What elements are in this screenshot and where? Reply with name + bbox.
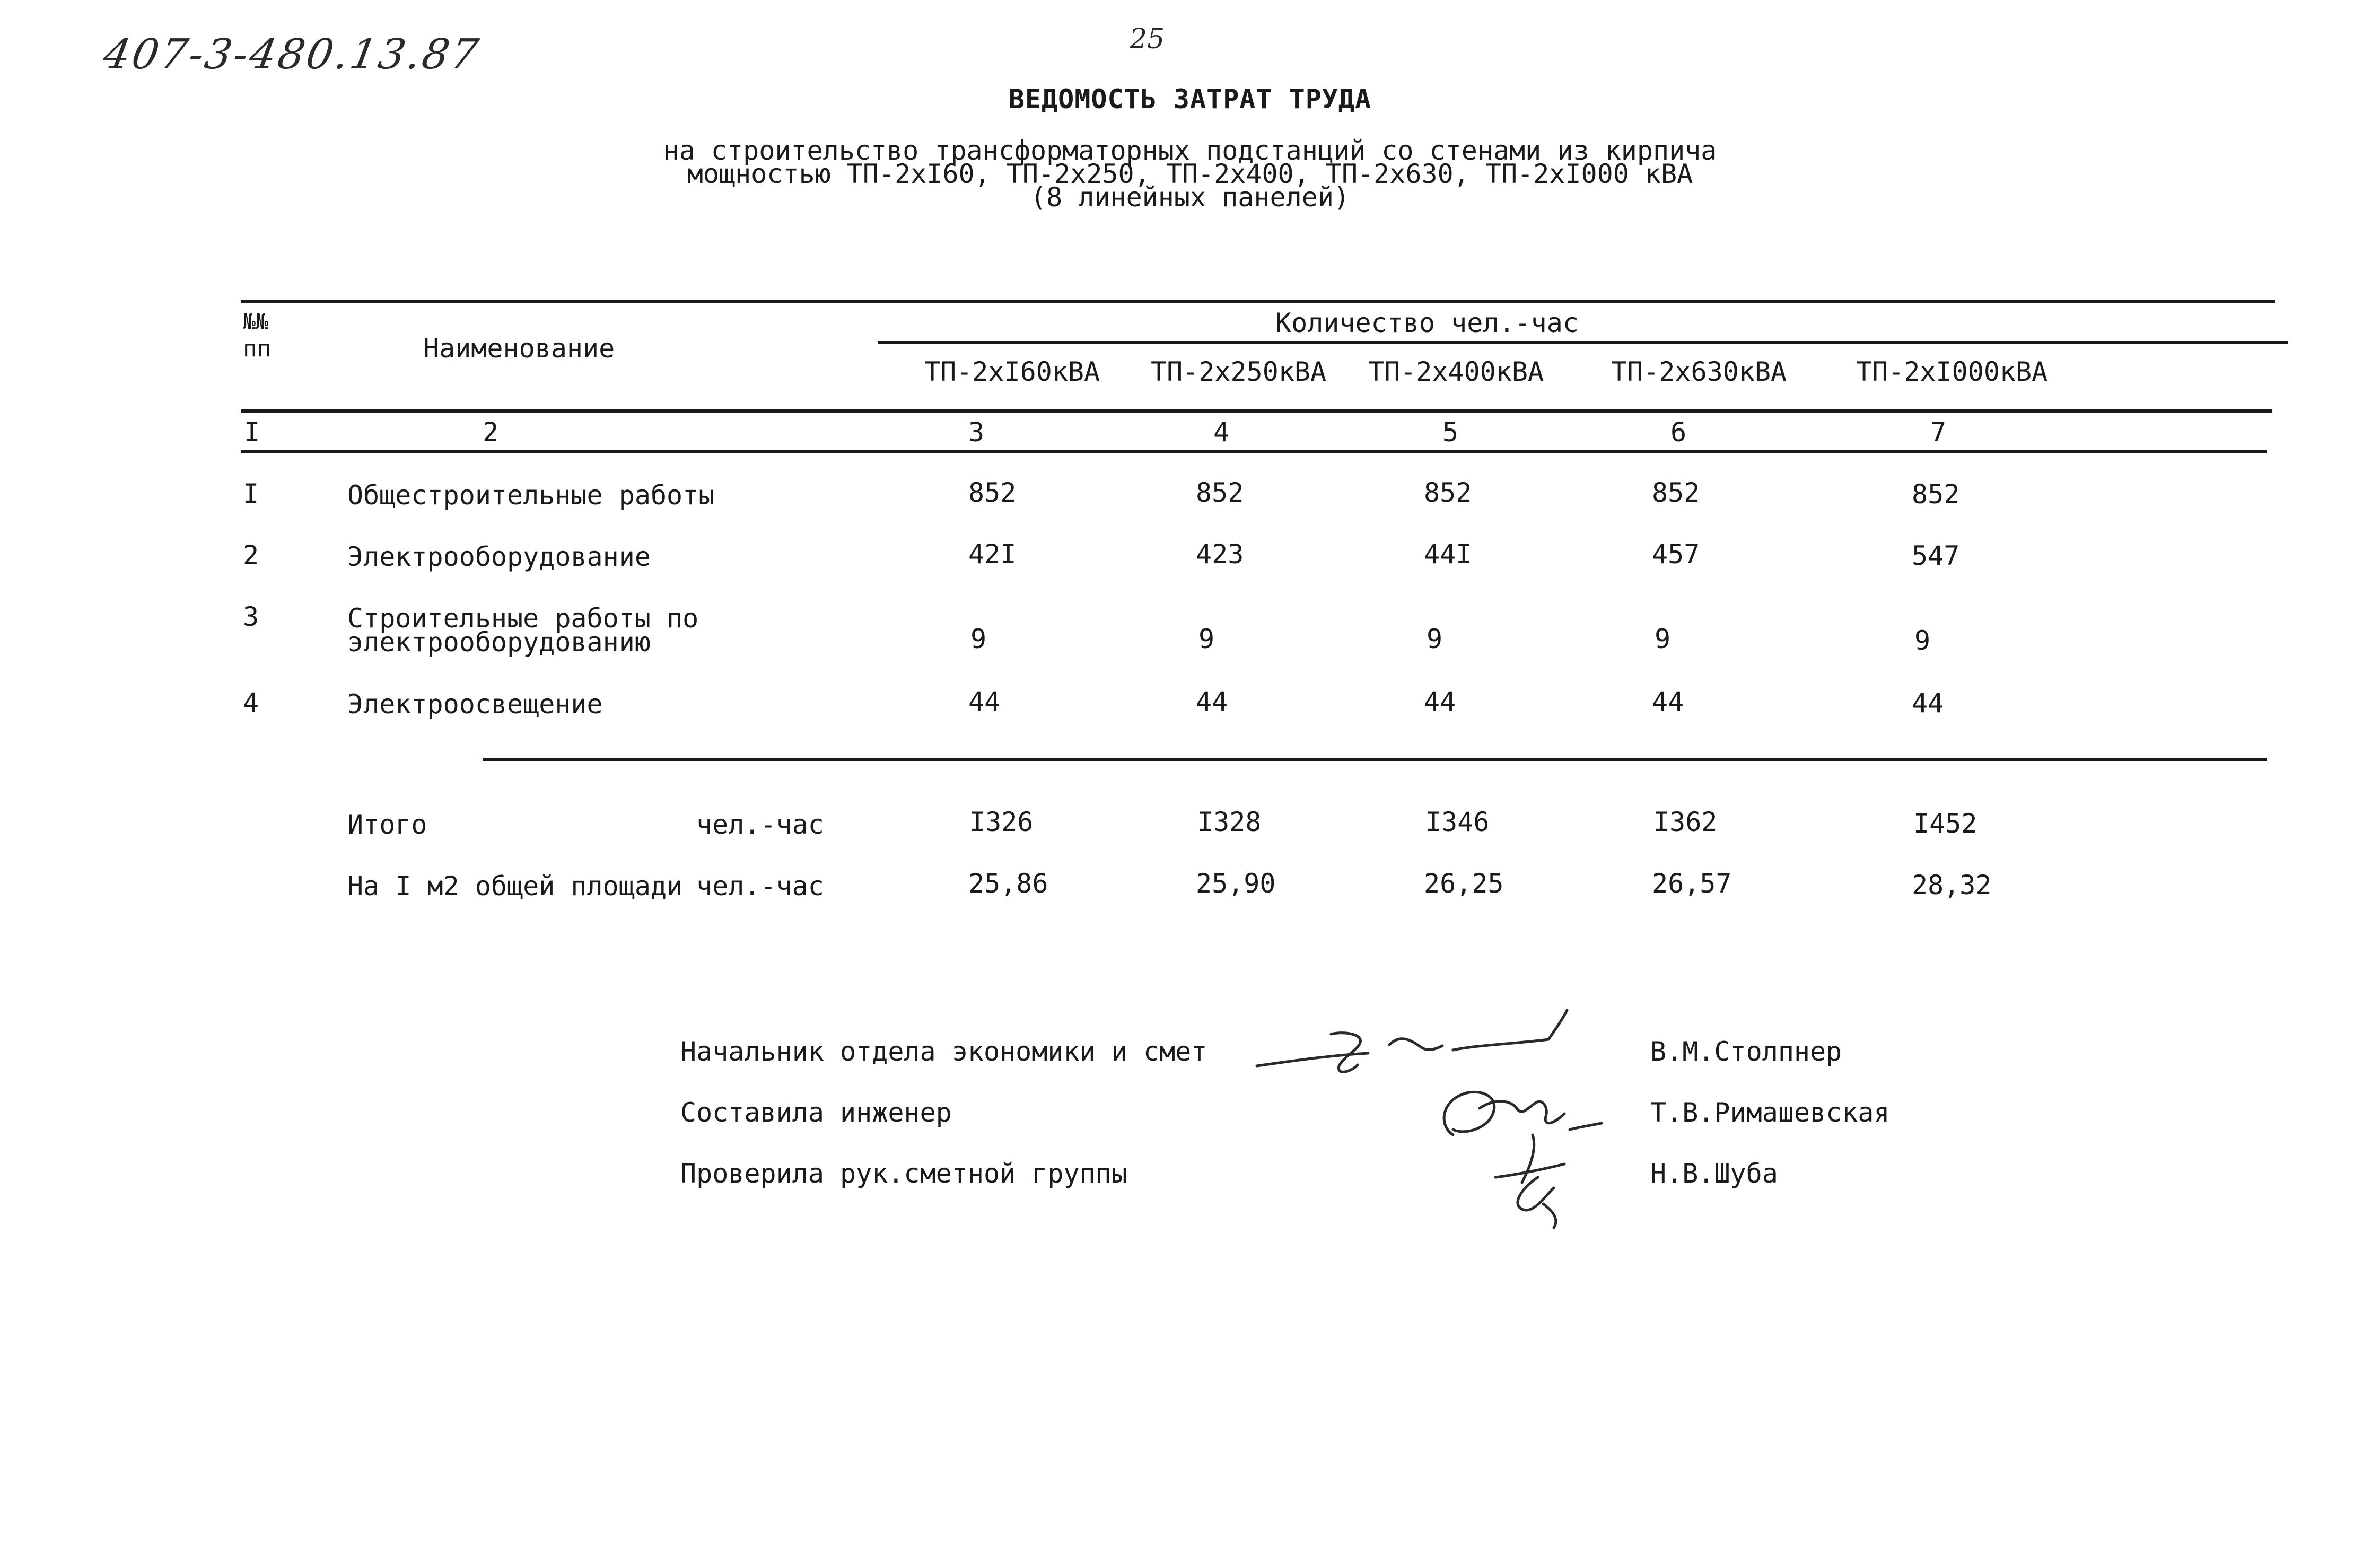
- page-number: 25: [1130, 23, 1165, 55]
- row-1-val-2: 852: [1196, 477, 1244, 508]
- header-bottom-rule: [241, 409, 2272, 413]
- total-val-2: I328: [1197, 807, 1262, 837]
- row-2-val-2: 423: [1196, 539, 1244, 570]
- row-4-num: 4: [243, 687, 259, 718]
- total-val-5: I452: [1913, 808, 1978, 839]
- total-unit: чел.-час: [696, 809, 824, 840]
- header-group: Количество чел.-час: [1275, 308, 1579, 338]
- per-m2-val-3: 26,25: [1424, 868, 1504, 899]
- group-header-rule: [878, 341, 2288, 344]
- header-name: Наименование: [423, 333, 615, 364]
- row-4-val-4: 44: [1652, 686, 1684, 717]
- signature-name-3: Н.В.Шуба: [1650, 1158, 1778, 1189]
- total-val-4: I362: [1653, 807, 1718, 837]
- row-2-num: 2: [243, 540, 259, 571]
- per-m2-val-1: 25,86: [968, 868, 1048, 899]
- subtitle-line-1: на строительство трансформаторных подстанций со стенами из кирпича: [663, 135, 1717, 166]
- signature-name-1: В.М.Столпнер: [1650, 1036, 1842, 1067]
- total-val-3: I346: [1425, 807, 1490, 837]
- row-1-name: Общестроительные работы: [347, 480, 715, 511]
- per-m2-name: На I м2 общей площади: [347, 871, 683, 902]
- colnum-3: 3: [968, 417, 985, 448]
- row-2-name: Электрооборудование: [347, 541, 651, 572]
- column-numbers-rule: [241, 450, 2267, 453]
- signature-role-1: Начальник отдела экономики и смет: [680, 1036, 1208, 1067]
- header-num-line2: пп: [243, 335, 271, 362]
- row-1-val-3: 852: [1424, 477, 1472, 508]
- header-col-tp400: ТП-2х400кВА: [1368, 356, 1544, 387]
- subtitle-line-3: (8 линейных панелей): [1030, 182, 1350, 213]
- total-name: Итого: [347, 809, 427, 840]
- handwritten-signature-3: [1474, 1124, 1623, 1230]
- colnum-4: 4: [1213, 417, 1230, 448]
- per-m2-val-4: 26,57: [1652, 868, 1732, 899]
- row-3-val-5: 9: [1914, 625, 1931, 656]
- row-3-val-3: 9: [1427, 624, 1443, 654]
- row-4-val-3: 44: [1424, 686, 1456, 717]
- subtitle-line-2: мощностью ТП-2хI60, ТП-2х250, ТП-2х400, ТП-2х630, ТП-2хI000 кВА: [687, 159, 1693, 189]
- row-4-val-5: 44: [1912, 688, 1944, 719]
- header-num-line1: №№: [243, 310, 269, 334]
- row-1-num: I: [243, 478, 259, 509]
- row-3-val-2: 9: [1198, 624, 1215, 654]
- row-2-val-5: 547: [1912, 540, 1960, 571]
- row-3-name-line2: электрооборудованию: [347, 627, 651, 658]
- totals-separator-rule: [483, 758, 2267, 761]
- colnum-1: I: [244, 417, 260, 448]
- total-val-1: I326: [969, 807, 1034, 837]
- row-3-num: 3: [243, 601, 259, 632]
- header-col-tp160: ТП-2хI60кВА: [924, 356, 1100, 387]
- header-col-tp630: ТП-2х630кВА: [1611, 356, 1787, 387]
- row-4-name: Электроосвещение: [347, 689, 603, 720]
- header-col-tp1000: ТП-2хI000кВА: [1856, 356, 2048, 387]
- row-1-val-1: 852: [968, 477, 1017, 508]
- row-3-val-1: 9: [970, 624, 987, 654]
- per-m2-unit: чел.-час: [696, 871, 824, 902]
- signature-role-3: Проверила рук.сметной группы: [680, 1158, 1127, 1189]
- per-m2-val-2: 25,90: [1196, 868, 1276, 899]
- row-2-val-3: 44I: [1424, 539, 1472, 570]
- colnum-2: 2: [483, 417, 499, 448]
- row-2-val-1: 42I: [968, 539, 1017, 570]
- row-4-val-2: 44: [1196, 686, 1228, 717]
- row-1-val-5: 852: [1912, 479, 1960, 510]
- row-3-name-line1: Строительные работы по: [347, 603, 699, 634]
- handwritten-signature-1: [1252, 1002, 1580, 1082]
- signature-role-2: Составила инженер: [680, 1097, 952, 1128]
- row-2-val-4: 457: [1652, 539, 1700, 570]
- colnum-5: 5: [1442, 417, 1459, 448]
- colnum-6: 6: [1670, 417, 1687, 448]
- signature-name-2: Т.В.Римашевская: [1650, 1097, 1890, 1128]
- row-1-val-4: 852: [1652, 477, 1700, 508]
- per-m2-val-5: 28,32: [1912, 870, 1992, 900]
- row-3-val-4: 9: [1655, 624, 1671, 654]
- colnum-7: 7: [1930, 417, 1947, 448]
- document-code: 407-3-480.13.87: [100, 31, 484, 78]
- document-title: ВЕДОМОСТЬ ЗАТРАТ ТРУДА: [1008, 84, 1372, 115]
- row-4-val-1: 44: [968, 686, 1001, 717]
- header-col-tp250: ТП-2х250кВА: [1151, 356, 1327, 387]
- table-top-rule: [241, 300, 2275, 303]
